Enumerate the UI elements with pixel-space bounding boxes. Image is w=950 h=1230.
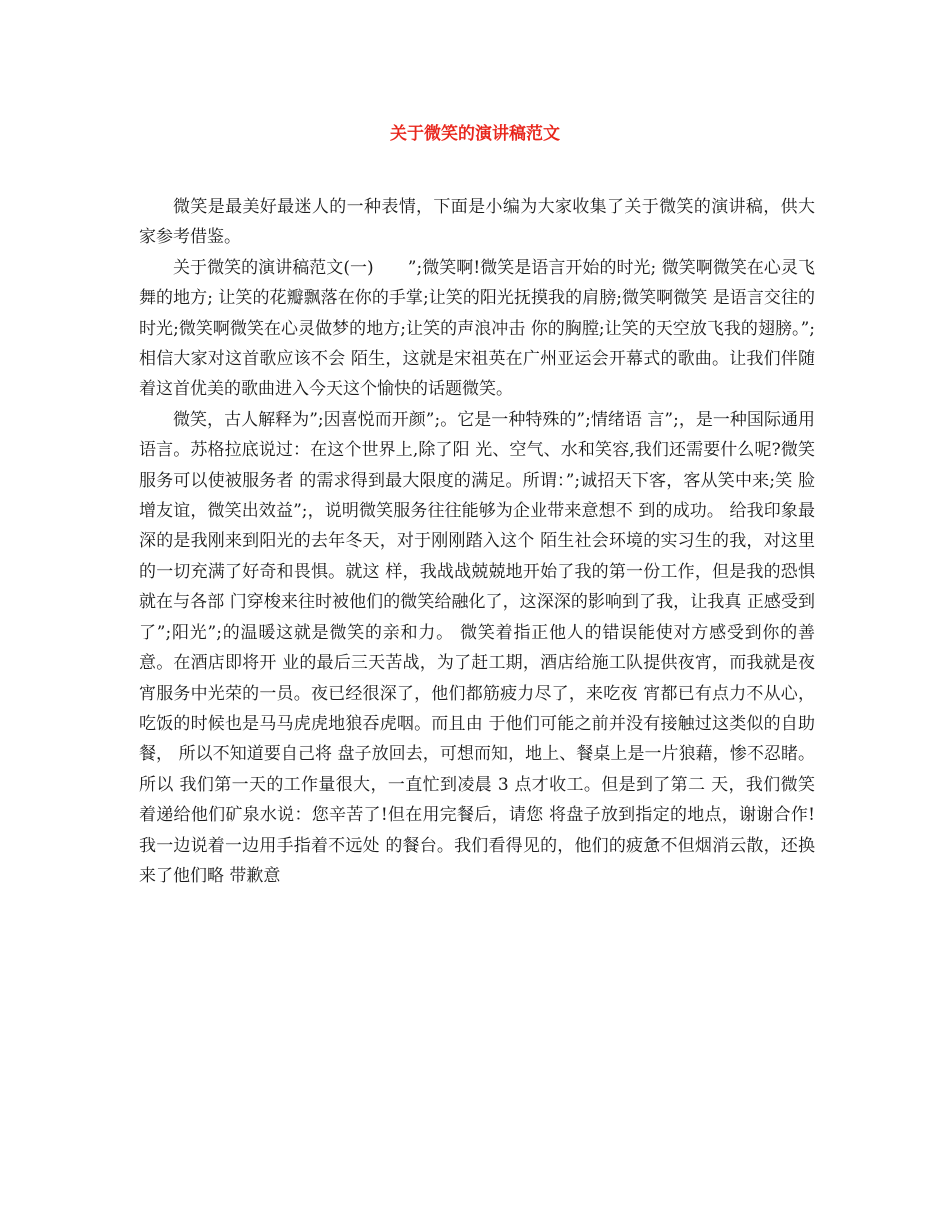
document-title: 关于微笑的演讲稿范文: [390, 124, 560, 144]
document-body: [139, 192, 815, 891]
paragraph-smile-service: 微笑，古人解释为”;因喜悦而开颜”;。它是一种特殊的”;情绪语 言”;，是一种国际通用语言。苏格拉底说过：在这个世界上,除了阳 光、空气、水和笑容,我们还需要什么呢?微笑服务可以使被服务者 的需求得到最大限度的满足。所谓：”;诚招天下客，客从笑中来;笑 脸增友谊，微笑出效益”;，说明微笑服务往往能够为企业带来意想不 到的成功。 给我印象最深的是我刚来到阳光的去年冬天，对于刚刚踏入这个 陌生社会环境的实习生的我，对这里的一切充满了好奇和畏惧。就这 样，我战战兢兢地开始了我的第一份工作，但是我的恐惧就在与各部 门穿梭来往时被他们的微笑给融化了，这深深的影响到了我，让我真 正感受到了”;阳光”;的温暖这就是微笑的亲和力。 微笑着指正他人的错误能使对方感受到你的善意。在酒店即将开 业的最后三天苦战，为了赶工期，酒店给施工队提供夜宵，而我就是夜宵服务中光荣的一员。夜已经很深了，他们都筋疲力尽了，来吃夜 宵都已有点力不从心，吃饭的时候也是马马虎虎地狼吞虎咽。而且由 于他们可能之前并没有接触过这类似的自助餐， 所以不知道要自己将 盘子放回去，可想而知，地上、餐桌上是一片狼藉，惨不忍睹。所以 我们第一天的工作量很大，一直忙到凌晨 3 点才收工。但是到了第二 天，我们微笑着递给他们矿泉水说：您辛苦了!但在用完餐后，请您 将盘子放到指定的地点，谢谢合作!我一边说着一边用手指着不远处 的餐台。我们看得见的，他们的疲惫不但烟消云散，还换来了他们略 带歉意: [139, 409, 815, 886]
paragraph-song: 关于微笑的演讲稿范文(一) ”;微笑啊!微笑是语言开始的时光; 微笑啊微笑在心灵飞舞的地方; 让笑的花瓣飘落在你的手掌;让笑的阳光抚摸我的肩膀;微笑啊微笑 是语言交往的时光;微笑啊微笑在心灵做梦的地方;让笑的声浪冲击 你的胸膛;让笑的天空放飞我的翅膀。”;相信大家对这首歌应该不会 陌生，这就是宋祖英在广州亚运会开幕式的歌曲。让我们伴随着这首优美的歌曲进入今天这个愉快的话题微笑。: [139, 257, 815, 400]
paragraph-intro: 微笑是最美好最迷人的一种表情，下面是小编为大家收集了关于微笑的演讲稿，供大家参考借鉴。: [139, 197, 815, 248]
